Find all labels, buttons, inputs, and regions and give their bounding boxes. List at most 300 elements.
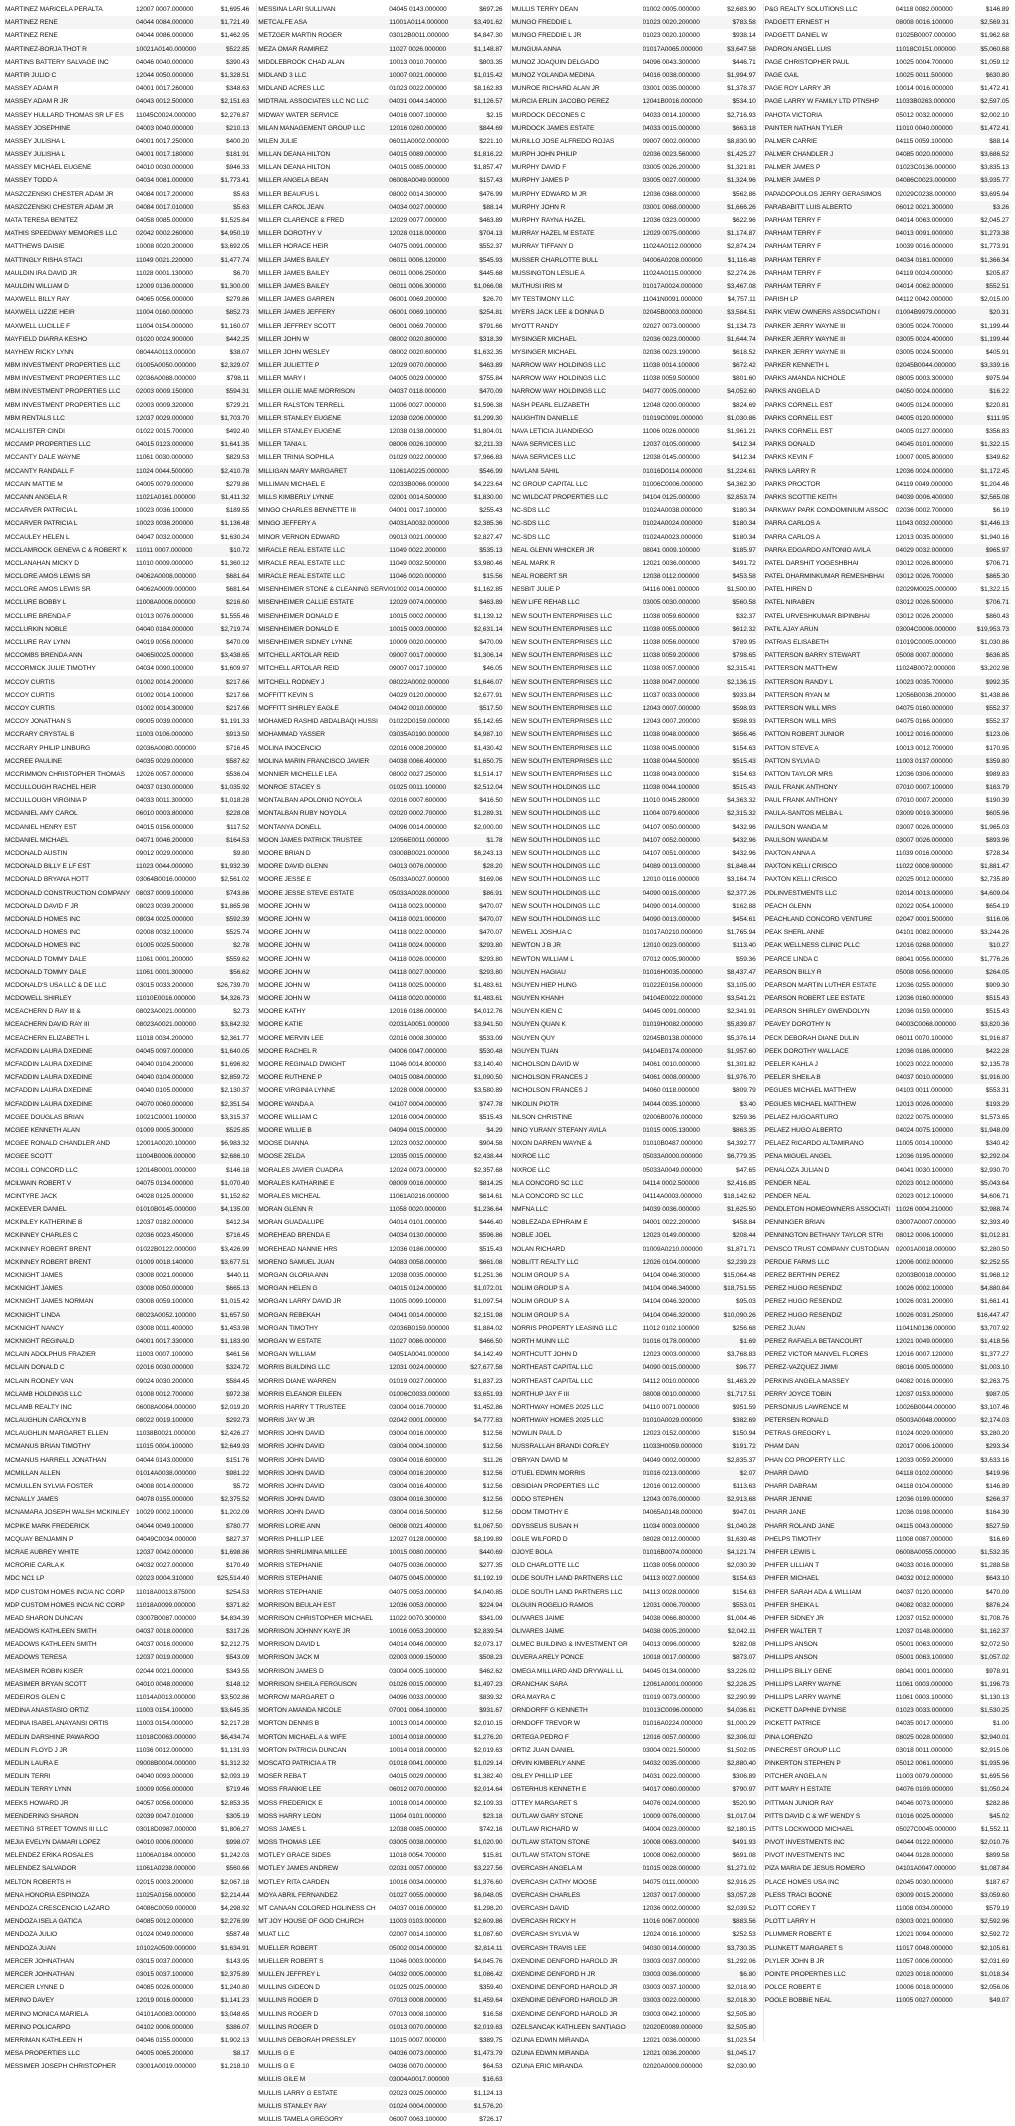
table-row <box>511 43 758 56</box>
parcel-number: 04107 0004.000000 <box>389 1100 447 1108</box>
amount-due: $2,135.78 <box>980 1061 1009 1068</box>
parcel-number: 12021 0036.200000 <box>642 2050 700 2058</box>
amount-due: $1,126.57 <box>473 98 503 106</box>
parcel-number: 05008 0007.000000 <box>895 652 954 660</box>
amount-due: $742.16 <box>479 1825 503 1833</box>
parcel-number: 02016 0030.000000 <box>136 1364 194 1372</box>
table-row <box>511 1414 758 1427</box>
parcel-number: 11061 0001.300000 <box>136 968 193 976</box>
table-row <box>764 1586 1011 1599</box>
amount-due: $1,224.61 <box>727 467 756 475</box>
table-row <box>511 1810 758 1823</box>
owner-name: MUNGUIA ANNA <box>511 45 562 53</box>
parcel-number: 04103 0011.000000 <box>895 1087 953 1095</box>
owner-name: MORRIS STEPHANIE <box>258 1588 323 1596</box>
amount-due: $282.08 <box>732 1641 756 1649</box>
amount-due: $117.52 <box>226 823 250 831</box>
amount-due: $1,804.01 <box>473 428 503 435</box>
amount-due: $4,223.64 <box>473 480 503 488</box>
parcel-number: 01002 0014.200000 <box>136 678 194 686</box>
parcel-number: 01013 0070.000000 <box>389 2023 447 2031</box>
amount-due: $463.89 <box>479 217 503 224</box>
table-row <box>4 1177 251 1190</box>
parcel-number: 12037 0019.000000 <box>136 1654 194 1662</box>
parcel-number: 04107 0050.000000 <box>642 823 700 831</box>
owner-name: O'BRYAN DAVID M <box>511 1456 568 1464</box>
parcel-number: 01006C0033.000000 <box>389 1390 450 1398</box>
parcel-number: 11038 0045.000000 <box>642 744 700 752</box>
amount-due: $790.97 <box>732 1786 756 1794</box>
amount-due: $4,847.30 <box>473 32 503 40</box>
amount-due: $533.09 <box>479 1034 503 1042</box>
table-row <box>511 1862 758 1875</box>
owner-name: MENDOZA JULIO <box>5 1931 58 1939</box>
owner-name: MULLINS ROGER D <box>258 2010 319 2018</box>
owner-name: NC-SDS LLC <box>511 533 550 541</box>
amount-due: $1,050.24 <box>980 1786 1009 1794</box>
parcel-number: 12036 0255.000000 <box>895 981 954 989</box>
amount-due: $706.71 <box>985 559 1009 567</box>
table-row <box>511 1955 758 1968</box>
table-row <box>257 966 504 979</box>
amount-due: $180.34 <box>732 507 756 515</box>
amount-due: $1,948.09 <box>980 1126 1009 1134</box>
parcel-number: 01026 0015.000000 <box>389 1680 447 1688</box>
owner-name: MITCHELL ARTOLAR REID <box>258 652 339 660</box>
parcel-number: 11014A0013.000000 <box>136 1694 196 1701</box>
amount-due: $2,276.99 <box>220 1918 250 1926</box>
parcel-number: 04028 0125.000000 <box>136 1192 194 1200</box>
owner-name: MCMILLAN ALLEN <box>5 1469 61 1477</box>
table-row <box>511 1203 758 1216</box>
table-row <box>764 148 1011 161</box>
amount-due: $663.18 <box>732 124 756 132</box>
owner-name: MOORE JOHN W <box>258 902 311 910</box>
owner-name: PLACE HOMES USA INC <box>764 1878 840 1886</box>
amount-due: $530.48 <box>479 1047 503 1055</box>
table-row <box>257 834 504 847</box>
amount-due: $755.84 <box>479 375 503 383</box>
parcel-number: 12037 0152.000000 <box>895 1614 954 1622</box>
table-row <box>257 1137 504 1150</box>
owner-name: NORTH MUNN LLC <box>511 1337 570 1345</box>
amount-due: $654.19 <box>985 902 1009 910</box>
owner-name: PEREZ RAFAELA BETANCOURT <box>764 1337 863 1345</box>
owner-name: PEGUES MICHAEL MATTHEW <box>764 1100 857 1108</box>
table-row <box>764 1414 1011 1427</box>
amount-due: $2,597.05 <box>980 98 1009 106</box>
table-row <box>511 834 758 847</box>
amount-due: $4,045.76 <box>473 1957 503 1965</box>
amount-due: $15.56 <box>482 573 503 581</box>
table-row <box>764 122 1011 135</box>
amount-due: $38.07 <box>229 348 250 356</box>
table-row <box>257 2073 504 2086</box>
owner-name: MUSSER CHARLOTTE BULL <box>511 256 599 264</box>
amount-due: $515.43 <box>732 757 756 765</box>
table-row <box>4 1770 251 1783</box>
parcel-number: 11046 0014.800000 <box>389 1061 447 1068</box>
parcel-number: 01022E0156.000000 <box>642 981 703 989</box>
table-row <box>511 1520 758 1533</box>
amount-due: $1,453.98 <box>220 1324 250 1332</box>
table-row <box>4 1731 251 1744</box>
table-row <box>764 1084 1011 1097</box>
amount-due: $2,827.47 <box>473 533 503 541</box>
amount-due: $1,650.75 <box>473 757 503 765</box>
owner-name: PAHOTA VICTORIA <box>764 111 823 119</box>
parcel-number: 05033A0000.000000 <box>642 1153 703 1161</box>
table-row <box>4 1361 251 1374</box>
table-row <box>257 900 504 913</box>
parcel-number: 11057 0006.000000 <box>895 1957 953 1965</box>
parcel-number: 01014A0038.000000 <box>136 1469 196 1477</box>
parcel-number: 01016H0035.000000 <box>642 968 703 976</box>
table-row <box>764 781 1011 794</box>
amount-due: $704.13 <box>479 230 503 238</box>
parcel-number: 12023 0003.000000 <box>642 1351 700 1359</box>
owner-name: MCDONALD HOMES INC <box>5 942 81 950</box>
table-row <box>511 926 758 939</box>
amount-due: $3,227.56 <box>473 1865 503 1873</box>
owner-name: MESA PROPERTIES LLC <box>5 2050 80 2058</box>
amount-due: $2,212.75 <box>220 1641 250 1649</box>
table-row <box>257 821 504 834</box>
amount-due: $534.10 <box>732 98 756 106</box>
table-row <box>764 1454 1011 1467</box>
owner-name: METCALFE ASA <box>258 19 308 27</box>
table-row <box>764 174 1011 187</box>
owner-name: MUAT LLC <box>258 1931 290 1939</box>
owner-name: PEREZ JUAN <box>764 1324 805 1332</box>
table-row <box>257 517 504 530</box>
table-row <box>257 1045 504 1058</box>
owner-name: MOON JAMES PATRICK TRUSTEE <box>258 836 363 844</box>
amount-due: $7,966.83 <box>473 454 503 462</box>
parcel-number: 12035 0015.000000 <box>389 1153 447 1161</box>
parcel-number: 04040 0093.000000 <box>136 1773 194 1781</box>
table-row <box>4 385 251 398</box>
parcel-number: 06001 0069.700000 <box>389 322 447 330</box>
amount-due: $1,765.94 <box>727 929 756 937</box>
parcel-number: 11028 0001.130000 <box>136 269 193 277</box>
parcel-number: 12056B0036.200000 <box>895 691 956 699</box>
parcel-number: 04089 0013.000000 <box>642 863 700 871</box>
table-row <box>4 2047 251 2060</box>
parcel-number: 11038 0059.500000 <box>642 375 700 383</box>
owner-name: OVERCASH DAVID <box>511 1905 569 1912</box>
parcel-number: 12029 0074.000000 <box>389 599 447 607</box>
table-row <box>257 465 504 478</box>
owner-name: MASZCZENSKI CHESTER ADAM JR <box>5 203 114 211</box>
parcel-number: 04075 0166.000000 <box>895 718 954 726</box>
parcel-number: 11006 0027.000000 <box>389 401 447 409</box>
amount-due: $282.86 <box>985 1799 1009 1807</box>
amount-due: $2,030.90 <box>727 2063 756 2071</box>
parcel-number: 04019 0056.000000 <box>136 639 194 646</box>
amount-due: $432.96 <box>732 850 756 857</box>
parcel-number: 11008A0006.000000 <box>136 599 196 607</box>
amount-due: $1,630.24 <box>220 533 250 541</box>
parcel-number: 12023 0032.000000 <box>389 1140 447 1148</box>
owner-name: OSLEY PHILLIP LEE <box>511 1773 573 1781</box>
parcel-number: 03004C0006.000000 <box>895 625 957 633</box>
owner-name: MCFADDIN LAURA DXEDINE <box>5 1061 93 1068</box>
owner-name: MAXWELL BILLY RAY <box>5 296 70 304</box>
amount-due: $584.45 <box>225 1377 250 1385</box>
owner-name: MCLAUGHLIN CAROLYN B <box>5 1417 87 1425</box>
owner-name: MCLAIN ADOLPHUS FRAZIER <box>5 1351 96 1359</box>
table-row <box>4 1968 251 1981</box>
table-row <box>4 596 251 609</box>
table-row <box>257 1098 504 1111</box>
parcel-number: 04118 0021.000000 <box>389 915 447 923</box>
listing-column-2 <box>256 3 504 2123</box>
table-row <box>4 1625 251 1638</box>
owner-name: MYOTT RANDY <box>511 322 559 330</box>
table-row <box>4 491 251 504</box>
owner-name: MCDONALD AUSTIN <box>5 850 68 857</box>
parcel-number: 03003 0021.000000 <box>895 1918 954 1926</box>
owner-name: MOORE REGINALD DWIGHT <box>258 1061 346 1068</box>
amount-due: $419.96 <box>985 1469 1009 1477</box>
parcel-number: 03005 0024.400000 <box>895 335 954 343</box>
table-row <box>764 478 1011 491</box>
parcel-number: 04051A0041.000000 <box>389 1351 450 1359</box>
parcel-number: 12016 0186.000000 <box>389 1008 447 1016</box>
amount-due: $998.07 <box>225 1839 250 1847</box>
table-row <box>511 1243 758 1256</box>
owner-name: PARKS CORNELL EST <box>764 401 833 409</box>
owner-name: NEW SOUTH HOLDINGS LLC <box>511 797 601 805</box>
table-row <box>511 1480 758 1493</box>
parcel-number: 01023C0136.000000 <box>895 164 957 172</box>
table-row <box>257 1032 504 1045</box>
amount-due: $2,039.52 <box>727 1905 756 1912</box>
parcel-number: 12036 0195.000000 <box>895 1153 954 1161</box>
amount-due: $1,472.41 <box>980 124 1009 132</box>
parcel-number: 03015 0037.000000 <box>136 1957 194 1965</box>
parcel-number: 01019 0073.000000 <box>642 1694 700 1701</box>
table-row <box>511 1137 758 1150</box>
amount-due: $1,322.15 <box>980 441 1009 449</box>
owner-name: MCFADDIN LAURA DXEDINE <box>5 1047 93 1055</box>
amount-due: $96.77 <box>736 1364 756 1372</box>
owner-name: MIRACLE REAL ESTATE LLC <box>258 559 345 567</box>
owner-name: MOOSE ZELDA <box>258 1153 306 1161</box>
table-row <box>257 1005 504 1018</box>
amount-due: $965.97 <box>985 546 1009 554</box>
owner-name: NIXROE LLC <box>511 1166 550 1174</box>
amount-due: $412.34 <box>732 454 756 462</box>
parcel-number: 11038 0014.100000 <box>642 362 700 370</box>
parcel-number: 12036 0053.000000 <box>389 1601 447 1609</box>
owner-name: MCCARVER PATRICIA L <box>5 520 78 528</box>
owner-name: PELAEZ HUGOARTURO <box>764 1113 839 1121</box>
amount-due: $19,953.73 <box>976 625 1009 633</box>
amount-due: $2,592.72 <box>980 1931 1009 1939</box>
amount-due: $2,263.75 <box>980 1377 1009 1385</box>
amount-due: $1,965.03 <box>980 823 1009 831</box>
table-row <box>257 438 504 451</box>
parcel-number: 04031 0044.140000 <box>389 98 447 106</box>
amount-due: $1,139.12 <box>473 612 503 620</box>
owner-name: MERCER JOHNATHAN <box>5 1957 74 1965</box>
table-row <box>764 1678 1011 1691</box>
owner-name: PATIL AJAY ARUN <box>764 625 819 633</box>
amount-due: $390.43 <box>225 58 250 66</box>
owner-name: MCGEE SCOTT <box>5 1153 53 1161</box>
parcel-number: 02015 0003.200000 <box>136 1878 194 1886</box>
table-row <box>257 531 504 544</box>
parcel-number: 04044 0122.000000 <box>895 1839 954 1847</box>
parcel-number: 11005 0099.100000 <box>389 1298 447 1306</box>
table-row <box>511 451 758 464</box>
amount-due: $440.69 <box>479 1548 503 1556</box>
amount-due: $1,192.19 <box>473 1575 503 1583</box>
table-row <box>257 1480 504 1493</box>
table-row <box>4 1124 251 1137</box>
parcel-number: 02036A0080.000000 <box>136 744 196 752</box>
owner-name: MCDOWELL SHIRLEY <box>5 995 72 1003</box>
amount-due: $1,382.40 <box>473 1773 503 1781</box>
owner-name: MAULDIN WILLIAM D <box>5 282 69 290</box>
amount-due: $981.22 <box>225 1469 250 1477</box>
amount-due: $4,609.04 <box>980 889 1009 897</box>
table-row <box>257 2008 504 2021</box>
table-row <box>4 148 251 161</box>
parcel-number: 08016 0005.000000 <box>895 1364 954 1372</box>
parcel-number: 04044 0035.100000 <box>642 1100 700 1108</box>
table-row <box>4 913 251 926</box>
table-row <box>4 1269 251 1282</box>
parcel-number: 10026 0031.250000 <box>895 1311 954 1319</box>
table-row <box>257 1546 504 1559</box>
table-row <box>4 2008 251 2021</box>
amount-due: $255.43 <box>479 507 503 515</box>
owner-name: OUTLAW RICHARD W <box>511 1825 579 1833</box>
owner-name: PARHAM TERRY F <box>764 230 822 238</box>
amount-due: $697.26 <box>479 6 503 13</box>
owner-name: PATTON SYLVIA D <box>764 757 820 765</box>
parcel-number: 02045B0003.000000 <box>642 309 703 317</box>
owner-name: NAVA SERVICES LLC <box>511 441 576 449</box>
owner-name: MILLAN DEANA HILTON <box>258 164 331 172</box>
parcel-number: 09007 0002.000000 <box>642 137 700 145</box>
parcel-number: 01024 0004.000000 <box>389 2102 447 2110</box>
owner-name: NASH PEARL ELIZABETH <box>511 401 590 409</box>
parcel-number: 12037 0105.000000 <box>642 441 700 449</box>
table-row <box>764 1915 1011 1928</box>
owner-name: NOBLITT REALTY LLC <box>511 1258 579 1266</box>
amount-due: $292.73 <box>225 1417 250 1425</box>
parcel-number: 04040 0104.200000 <box>136 1061 194 1068</box>
amount-due: $16,447.47 <box>976 1311 1009 1319</box>
owner-name: NC-SDS LLC <box>511 507 550 515</box>
parcel-number: 11024 0044.500000 <box>136 467 193 475</box>
owner-name: PARKWAY PARK CONDOMINIUM ASSOC <box>764 507 889 515</box>
amount-due: $801.60 <box>732 375 756 383</box>
owner-name: OUTLAW GARY STONE <box>511 1812 583 1820</box>
table-row <box>257 1150 504 1163</box>
table-row <box>4 702 251 715</box>
amount-due: $2,073.17 <box>473 1641 503 1649</box>
amount-due: $10,090.26 <box>723 1311 756 1319</box>
parcel-number: 04046 0040.000000 <box>136 58 194 66</box>
amount-due: $12.56 <box>482 1469 503 1477</box>
table-row <box>764 1836 1011 1849</box>
table-row <box>764 1810 1011 1823</box>
amount-due: $1,072.01 <box>473 1285 503 1293</box>
owner-name: MOORE JOHN W <box>258 942 311 950</box>
parcel-number: 11003 0007.100000 <box>136 1351 193 1359</box>
owner-name: PERDUE FARMS LLC <box>764 1258 830 1266</box>
table-row <box>511 544 758 557</box>
owner-name: PEREZ HUGO RESENDIZ <box>764 1311 842 1319</box>
amount-due: $630.80 <box>985 71 1009 79</box>
parcel-number: 07010 0007.200000 <box>895 797 954 805</box>
owner-name: MESSIMER JOSEPH CHRISTOPHER <box>5 2063 116 2071</box>
parcel-number: 03008B0021.000000 <box>389 850 450 857</box>
table-row <box>257 1757 504 1770</box>
amount-due: $2,136.15 <box>727 678 756 686</box>
owner-name: MUNGO FREDDIE L JR <box>511 32 582 40</box>
owner-name: MCCREE PAULINE <box>5 757 63 765</box>
amount-due: $1,134.73 <box>727 322 756 330</box>
parcel-number: 11038B0021.000000 <box>136 1430 196 1438</box>
table-row <box>257 544 504 557</box>
owner-name: NOLIM GROUP S A <box>511 1311 570 1319</box>
parcel-number: 05012 0061.000000 <box>895 1759 954 1767</box>
owner-name: PHARR ROLAND JANE <box>764 1522 835 1530</box>
owner-name: MONNIER MICHELLE LEA <box>258 770 337 778</box>
amount-due: $1,472.41 <box>980 85 1009 93</box>
table-row <box>4 306 251 319</box>
table-row <box>511 69 758 82</box>
amount-due: $318.39 <box>479 335 503 343</box>
table-row <box>4 583 251 596</box>
owner-name: PARKS AMANDA NICHOLE <box>764 375 846 383</box>
parcel-number: 11027 0026.000000 <box>389 45 447 53</box>
amount-due: $1,816.22 <box>473 151 503 159</box>
owner-name: MOORE JOHN W <box>258 929 311 937</box>
owner-name: NOLIM GROUP S A <box>511 1298 570 1306</box>
table-row <box>764 1783 1011 1796</box>
owner-name: MIRACLE REAL ESTATE LLC <box>258 546 345 554</box>
table-row <box>764 1520 1011 1533</box>
parcel-number: 04075 0053.000000 <box>389 1588 447 1596</box>
table-row <box>511 254 758 267</box>
owner-name: PHILLIPS ANSON <box>764 1641 818 1649</box>
owner-name: MOOSE DIANNA <box>258 1140 309 1148</box>
parcel-number: 01015 0005.130000 <box>642 1126 700 1134</box>
amount-due: $1,881.47 <box>980 863 1009 871</box>
parcel-number: 12016 0007.120000 <box>895 1351 954 1359</box>
table-row <box>764 1559 1011 1572</box>
amount-due: $636.85 <box>985 652 1009 660</box>
table-row <box>257 1493 504 1506</box>
amount-due: $371.82 <box>225 1601 250 1609</box>
owner-name: MILLER STANLEY EUGENE <box>258 414 342 422</box>
table-row <box>4 953 251 966</box>
table-row <box>257 1928 504 1941</box>
table-row <box>4 412 251 425</box>
owner-name: PARHAM TERRY F <box>764 217 822 224</box>
parcel-number: 11038 0059.600000 <box>642 612 700 620</box>
amount-due: $405.91 <box>985 348 1009 356</box>
table-row <box>4 214 251 227</box>
amount-due: $2,239.23 <box>727 1258 756 1266</box>
